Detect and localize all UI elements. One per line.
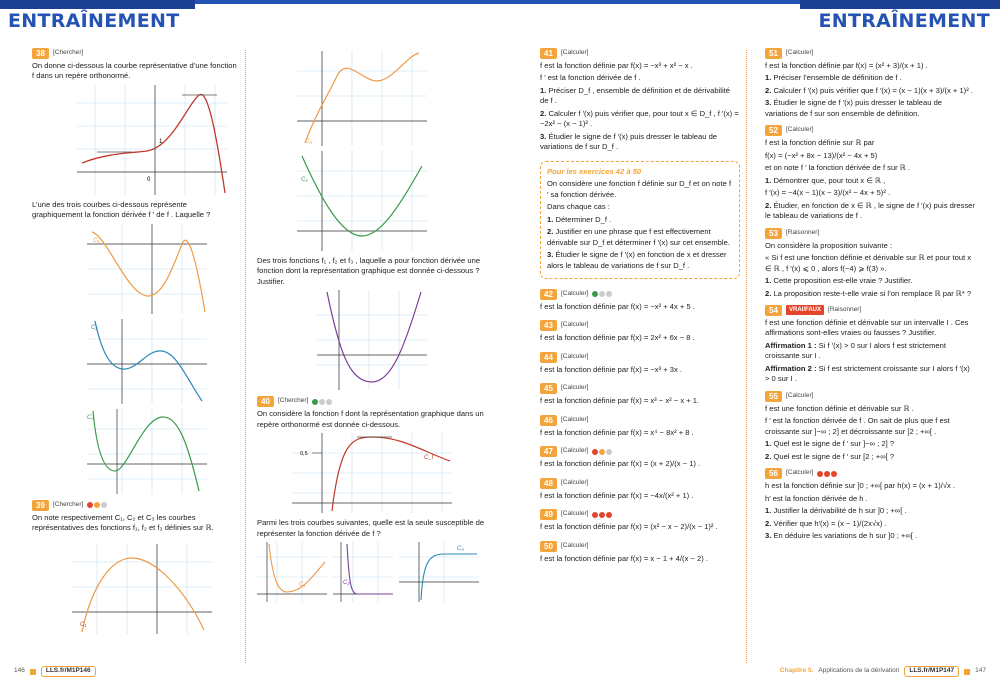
- exercise-number: 41: [540, 48, 557, 59]
- question-1: [765, 439, 975, 449]
- footer-link-left[interactable]: LLS.fr/M1P146: [41, 666, 96, 677]
- affirmation-label: Affirmation 2 :: [765, 363, 817, 373]
- column-4: [765, 48, 975, 547]
- question-text: Préciser D_f , ensemble de définition et de dérivabilité de f .: [540, 85, 730, 106]
- difficulty-indicator: [592, 449, 612, 455]
- exercise-number: 50: [540, 541, 557, 552]
- exercise-text: f est la fonction définie par f(x) = (x² + 3)/(x + 1) .: [765, 61, 928, 70]
- curve-label-cf: C_f: [424, 455, 434, 462]
- curve-label-c3: C₃: [305, 139, 312, 145]
- exercise-number: 47: [540, 446, 557, 457]
- curve-label-c2: C₂: [301, 177, 308, 183]
- question-number: 2.: [765, 451, 772, 461]
- question-1: [765, 176, 975, 186]
- exercise-45: [540, 383, 740, 406]
- exercise-50: [540, 541, 740, 564]
- question-number: 3.: [547, 250, 554, 260]
- exercise-text: f est la fonction définie par f(x) = (x + 2)/(x − 1) .: [540, 459, 701, 469]
- affirmation-2: [765, 364, 975, 385]
- skill-tag: [Calculer]: [561, 415, 589, 423]
- graph-f: [77, 85, 227, 195]
- label-0: 0: [147, 176, 151, 183]
- question-number: 2.: [540, 108, 547, 118]
- exercise-46: [540, 415, 740, 438]
- exercise-number: 45: [540, 383, 557, 394]
- curve-label-c2: C₂: [343, 580, 350, 587]
- exercise-38: [32, 48, 237, 494]
- exercise-39: [32, 500, 237, 634]
- difficulty-indicator: [312, 399, 332, 405]
- question-text: Cette proposition est-elle vraie ? Justifier.: [771, 276, 913, 286]
- exercise-text: f ′ est la fonction dérivée de f . On sait de plus que f est croissante sur ]−∞ ; 2] et décroissante sur [2 ; +∞[ .: [765, 416, 950, 436]
- question-2: [540, 109, 740, 130]
- graph-c1: [87, 224, 207, 314]
- question-3: [765, 531, 975, 541]
- question-text: Vérifier que h′(x) = (x − 1)/(2x√x) .: [771, 518, 887, 528]
- question-text: Étudier le signe de f ′(x) puis dresser le tableau de variations de f sur son ensemble de définition.: [765, 98, 943, 118]
- exercise-formula: f ′(x) = −4(x − 1)(x − 3)/(x² − 4x + 5)² .: [765, 188, 891, 198]
- question-2: [765, 201, 975, 222]
- exercise-text: f est la fonction définie par f(x) = −x³ + 3x .: [540, 364, 683, 374]
- graph-c2-39: [297, 151, 427, 251]
- question-2: [765, 452, 975, 462]
- curve-label-c2: C₂: [91, 324, 98, 331]
- column-divider: [245, 50, 246, 663]
- exercise-number: 54: [765, 305, 782, 316]
- footer-link-right[interactable]: LLS.fr/M1P147: [904, 666, 959, 677]
- column-2: [257, 48, 487, 608]
- question-text: Calculer f ′(x) puis vérifier que f ′(x) = (x − 1)(x + 3)/(x + 1)² .: [771, 85, 973, 95]
- graph-c1-39: [72, 544, 212, 634]
- curve-label-c3: C₃: [457, 546, 464, 553]
- skill-tag: [Calculer]: [561, 447, 589, 455]
- exercise-text: f est la fonction définie par f(x) = −x² + 4x + 5 .: [540, 301, 695, 311]
- question-number: 2.: [765, 288, 772, 298]
- question-text: Justifier la dérivabilité de h sur ]0 ; +∞[ .: [771, 506, 907, 516]
- question-1: [540, 86, 740, 107]
- box-question-1: [547, 215, 733, 225]
- exercise-48: [540, 478, 740, 501]
- difficulty-indicator: [87, 502, 107, 508]
- skill-tag: [Raisonner]: [828, 305, 862, 313]
- exercise-number: 38: [32, 48, 49, 59]
- difficulty-indicator: [817, 471, 837, 477]
- affirmation-label: Affirmation 1 :: [765, 340, 817, 350]
- curve-label-c1: C₁: [80, 621, 87, 628]
- question-1: [765, 276, 975, 286]
- exercise-text: f est une fonction définie et dérivable sur un intervalle I . Ces affirmations sont-elles vraies ou fausses ? Justifier.: [765, 317, 969, 338]
- exercise-number: 52: [765, 125, 782, 136]
- curve-label-c1: C₁: [299, 582, 306, 589]
- graph-cf: [292, 433, 452, 513]
- skill-tag: [Calculer]: [561, 289, 589, 297]
- exercise-number: 43: [540, 320, 557, 331]
- affirmation-text: Si f est strictement croissante sur I alors f ′(x) > 0 sur I .: [765, 363, 970, 384]
- exercise-formula: f(x) = (−x² + 8x − 13)/(x² − 4x + 5): [765, 150, 878, 160]
- exercise-54: [765, 305, 975, 385]
- exercise-42: [540, 289, 740, 312]
- skill-tag: [Calculer]: [561, 384, 589, 392]
- curve-label-c3: C₃: [87, 414, 94, 421]
- footer-right: [780, 666, 986, 677]
- question-number: 1.: [765, 276, 772, 286]
- question-number: 3.: [540, 131, 547, 141]
- exercise-text: L’une des trois courbes ci-dessous représente graphiquement la fonction dérivée f ′ de f . Laquelle ?: [32, 199, 211, 220]
- exercise-text: Des trois fonctions f₁ , f₂ et f₃ , laquelle a pour fonction dérivée une fonction dont la représentation graphique est donnée ci-dessous ? Justifier.: [257, 256, 481, 286]
- exercise-52: [765, 125, 975, 221]
- graph-c3-39: [297, 51, 427, 146]
- question-text: Calculer f ′(x) puis vérifier que, pour tout x ∈ D_f , f ′(x) = −2x² − (x − 1)² .: [540, 108, 739, 129]
- exercise-number: 40: [257, 396, 274, 407]
- exercise-44: [540, 352, 740, 375]
- skill-tag: [Calculer]: [786, 126, 814, 134]
- label-1: 1: [159, 138, 163, 145]
- exercise-55: [765, 391, 975, 462]
- chapter-title: Applications de la dérivation: [818, 667, 900, 675]
- label-05: 0,5: [300, 451, 308, 458]
- question-text: Justifier en une phrase que f est effectivement dérivable sur D_f et déterminer f ′(x) sur cet ensemble.: [547, 227, 730, 247]
- exercise-text: On note respectivement C₁, C₂ et C₃ les courbes représentatives des fonctions f₁, f₂ et f₃ définies sur ℝ.: [32, 512, 214, 533]
- exercise-text: et on note f ′ la fonction dérivée de f sur ℝ .: [765, 163, 911, 173]
- graph-c3: [87, 409, 207, 494]
- skill-tag: [Chercher]: [53, 500, 84, 508]
- box-title: Pour les exercices 42 à 50: [547, 166, 642, 176]
- exercise-text: On considère la proposition suivante :: [765, 240, 893, 250]
- question-text: Quel est le signe de f ′ sur [2 ; +∞[ ?: [771, 451, 895, 461]
- footer-square-icon: [30, 669, 36, 675]
- vrai-faux-badge: VRAI/FAUX: [786, 305, 824, 315]
- question-number: 1.: [765, 506, 772, 516]
- skill-tag: [Calculer]: [561, 541, 589, 549]
- question-3: [540, 132, 740, 153]
- exercise-text: f est la fonction définie par f(x) = 2x² + 6x − 8 .: [540, 333, 695, 343]
- question-1: [765, 506, 975, 516]
- question-text: Déterminer D_f .: [553, 214, 612, 224]
- exercise-text: Parmi les trois courbes suivantes, quelle est la seule susceptible de représenter la fonction dérivée de f ?: [257, 518, 485, 538]
- exercise-text: f ′ est la fonction dérivée de f .: [540, 73, 641, 83]
- skill-tag: [Calculer]: [786, 469, 814, 477]
- box-question-3: [547, 250, 733, 271]
- question-text: La proposition reste-t-elle vraie si l’on remplace ℝ par ℝ* ?: [771, 288, 972, 298]
- affirmation-text: Si f ′(x) > 0 sur I alors f est strictement croissante sur I .: [765, 340, 946, 361]
- exercise-text: On considère la fonction f dont la représentation graphique dans un repère orthonormé est donnée ci-dessous.: [257, 409, 484, 429]
- exercise-56: [765, 468, 975, 541]
- exercise-text: On donne ci-dessous la courbe représentative d’une fonction f dans un repère orthonormé.: [32, 61, 237, 81]
- page-number-right: 147: [975, 667, 986, 675]
- skill-tag: [Calculer]: [561, 49, 589, 57]
- question-number: 1.: [765, 439, 772, 449]
- exercise-number: 53: [765, 228, 782, 239]
- exercise-text: h′ est la fonction dérivée de h .: [765, 493, 868, 503]
- graph-choice-c1: [257, 542, 327, 602]
- column-divider: [746, 50, 747, 663]
- box-text: Dans chaque cas :: [547, 202, 610, 212]
- exercise-number: 39: [32, 500, 49, 511]
- box-text: On considère une fonction f définie sur D_f et on note f ′ sa fonction dérivée.: [547, 179, 732, 199]
- skill-tag: [Calculer]: [561, 510, 589, 518]
- exercise-53: [765, 228, 975, 299]
- question-number: 3.: [765, 98, 772, 108]
- exercise-number: 51: [765, 48, 782, 59]
- page-title-left: ENTRAÎNEMENT: [8, 10, 180, 32]
- curve-label-c1: C₁: [93, 237, 100, 244]
- question-number: 2.: [765, 85, 772, 95]
- question-number: 2.: [765, 200, 772, 210]
- exercise-text: f est la fonction définie par f(x) = (x² − x − 2)/(x − 1)² .: [540, 522, 718, 532]
- exercise-text: « Si f est une fonction définie et dérivable sur ℝ et pour tout x ∈ ℝ , f ′(x) ⩽ 0 , alors f(−4) ⩾ f(3) ».: [765, 253, 972, 273]
- exercise-text: f est la fonction définie par f(x) = x⁴ − 8x² + 8 .: [540, 427, 694, 437]
- exercise-41: [540, 48, 740, 153]
- question-number: 1.: [765, 175, 772, 185]
- exercise-number: 46: [540, 415, 557, 426]
- exercise-49: [540, 509, 740, 532]
- box-question-2: [547, 227, 733, 248]
- skill-tag: [Calculer]: [561, 321, 589, 329]
- exercise-number: 56: [765, 468, 782, 479]
- skill-tag: [Raisonner]: [786, 228, 820, 236]
- exercise-number: 48: [540, 478, 557, 489]
- question-3: [765, 98, 975, 119]
- question-number: 2.: [765, 518, 772, 528]
- exercise-text: f est la fonction définie par f(x) = x³ − x² − x + 1.: [540, 396, 700, 406]
- exercise-number: 44: [540, 352, 557, 363]
- question-text: Étudier le signe de f ′(x) en fonction de x et dresser alors le tableau de variations de f sur D_f .: [547, 250, 727, 270]
- exercise-text: f est la fonction définie par f(x) = −x³ + x² − x .: [540, 61, 693, 70]
- exercise-number: 55: [765, 391, 782, 402]
- exercise-43: [540, 320, 740, 343]
- question-1: [765, 73, 975, 83]
- question-text: Étudier le signe de f ′(x) puis dresser le tableau de variations de f sur D_f .: [540, 131, 718, 152]
- exercise-40: [257, 396, 487, 602]
- difficulty-indicator: [592, 291, 612, 297]
- graph-c2: [87, 319, 207, 404]
- chapter-label: Chapitre 5.: [779, 667, 814, 675]
- exercise-51: [765, 48, 975, 119]
- exercise-group-box: [540, 161, 740, 279]
- question-2: [765, 86, 975, 96]
- skill-tag: [Calculer]: [561, 352, 589, 360]
- question-number: 1.: [540, 85, 547, 95]
- skill-tag: [Calculer]: [561, 478, 589, 486]
- page-number-left: 146: [14, 667, 25, 675]
- question-2: [765, 519, 975, 529]
- question-number: 1.: [547, 214, 554, 224]
- question-text: Préciser l’ensemble de définition de f .: [771, 73, 902, 83]
- choice-graphs: [257, 542, 487, 602]
- exercise-text: f est une fonction définie et dérivable sur ℝ .: [765, 403, 914, 413]
- column-1: [32, 48, 237, 640]
- page-title-right: ENTRAÎNEMENT: [818, 10, 990, 32]
- question-text: Quel est le signe de f ′ sur ]−∞ ; 2] ?: [771, 439, 895, 449]
- exercise-number: 49: [540, 509, 557, 520]
- graph-derivative: [317, 290, 427, 390]
- short-exercises: [540, 289, 740, 564]
- skill-tag: [Calculer]: [786, 391, 814, 399]
- exercise-number: 42: [540, 289, 557, 300]
- question-text: En déduire les variations de h sur ]0 ; +∞[ .: [771, 531, 918, 540]
- affirmation-1: [765, 341, 975, 362]
- question-text: Étudier, en fonction de x ∈ ℝ , le signe de f ′(x) puis dresser le tableau de variations de f .: [765, 200, 975, 221]
- exercise-text: h est la fonction définie sur ]0 ; +∞[ par h(x) = (x + 1)/√x .: [765, 481, 956, 491]
- question-2: [765, 289, 975, 299]
- skill-tag: [Chercher]: [278, 397, 309, 405]
- footer-left: [14, 666, 96, 677]
- question-text: Démontrer que, pour tout x ∈ ℝ ,: [771, 175, 886, 185]
- graph-choice-c2: [333, 542, 393, 602]
- exercise-text: f est la fonction définie par f(x) = −4x/(x² + 1) .: [540, 490, 694, 500]
- exercise-47: [540, 446, 740, 469]
- skill-tag: [Calculer]: [786, 49, 814, 57]
- footer-square-icon: [964, 669, 970, 675]
- graph-choice-c3: [399, 542, 479, 602]
- question-number: 1.: [765, 73, 772, 83]
- question-number: 2.: [547, 227, 554, 237]
- exercise-text: f est la fonction définie par f(x) = x − 1 + 4/(x − 2) .: [540, 553, 708, 563]
- skill-tag: [Chercher]: [53, 49, 84, 57]
- exercise-text: f est la fonction définie sur ℝ par: [765, 138, 875, 148]
- column-3: [540, 48, 740, 572]
- difficulty-indicator: [592, 512, 612, 518]
- question-number: 3.: [765, 531, 772, 540]
